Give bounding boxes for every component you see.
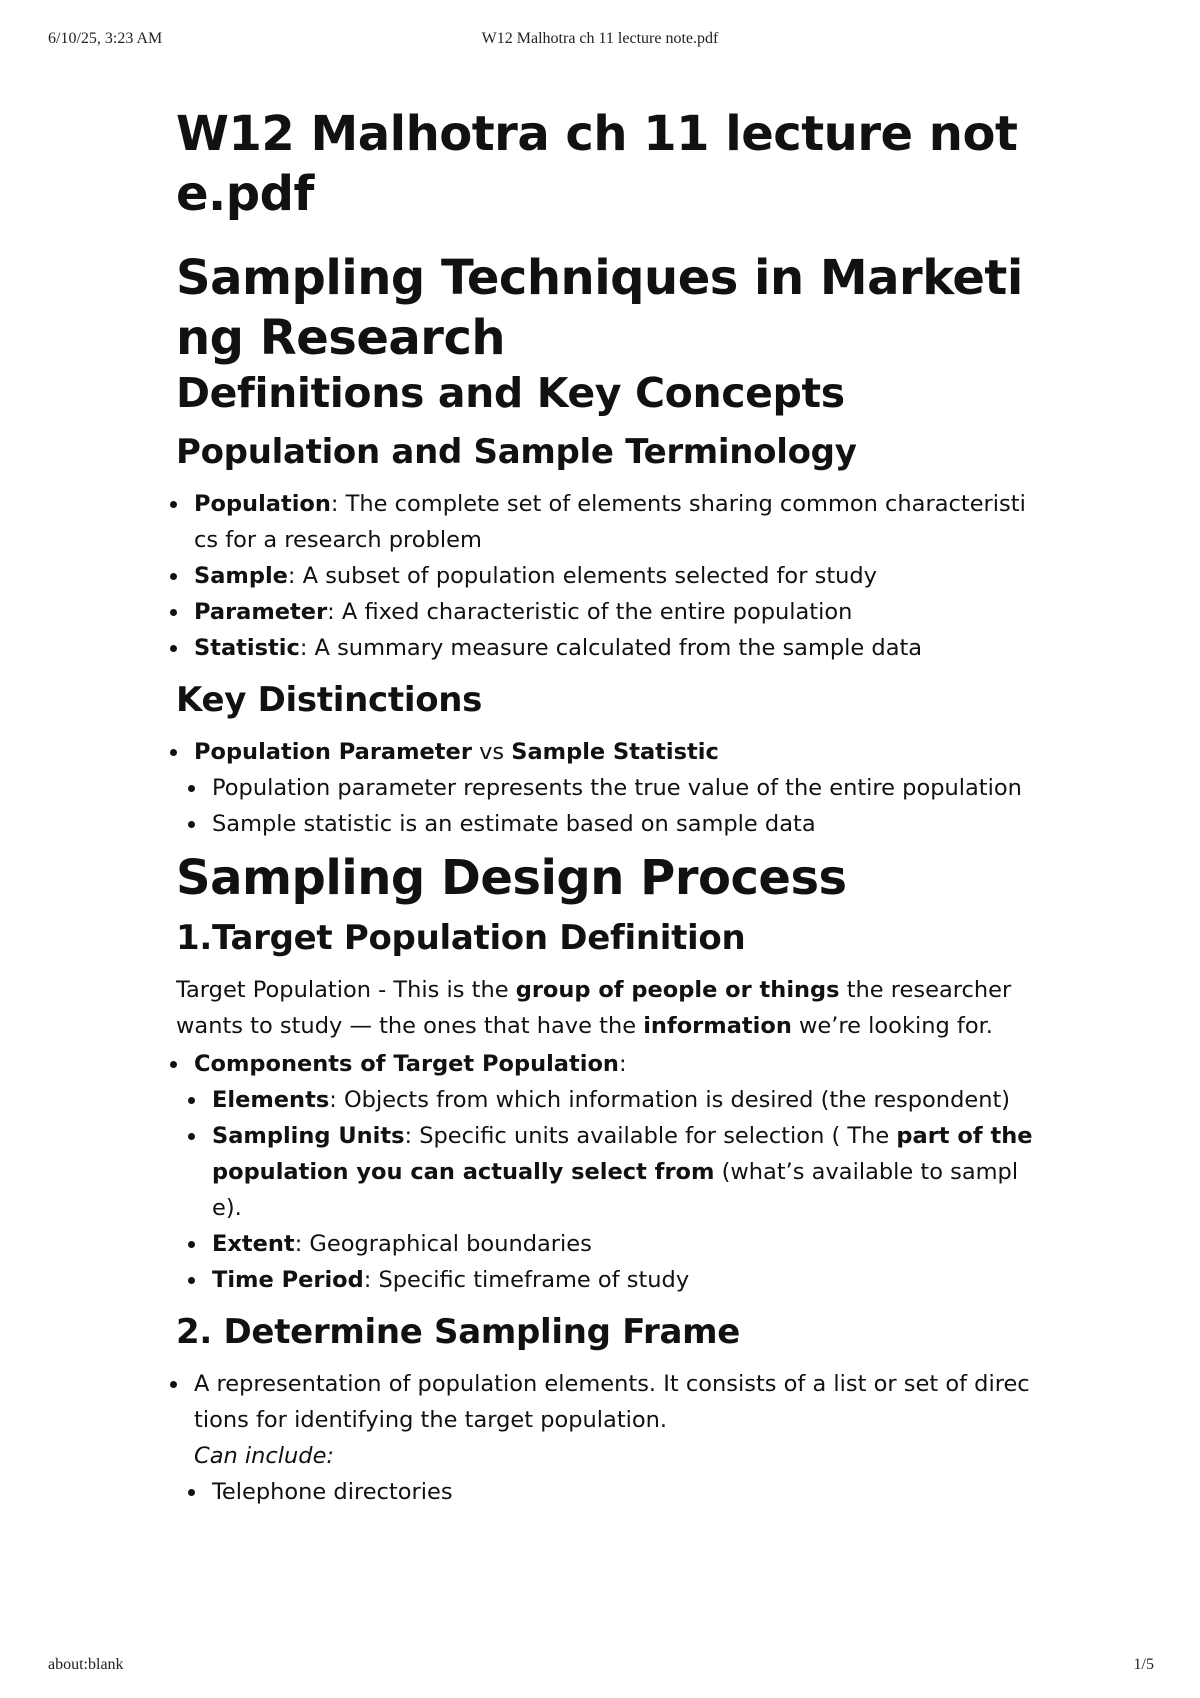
components-list <box>176 1046 1036 1082</box>
term-definition: : Geographical boundaries <box>294 1231 592 1257</box>
paragraph-text: we’re looking for. <box>791 1013 993 1039</box>
term-definition: : Specific timeframe of study <box>363 1267 690 1293</box>
can-include-note: Can include: <box>194 1443 335 1469</box>
list-item: Telephone directories <box>194 1474 1036 1510</box>
main-heading: Sampling Techniques in Marketing Research <box>176 250 1023 366</box>
print-url: about:blank <box>48 1656 124 1673</box>
step1-heading: 1.Target Population Definition <box>176 918 746 958</box>
print-header <box>0 30 1200 50</box>
sampling-frame-list <box>176 1366 1036 1474</box>
item-text: A representation of population elements. It consists of a list or set of directions for identifying the target population. <box>194 1371 1030 1433</box>
paragraph-text: Target Population - This is the <box>176 977 516 1003</box>
print-doc-title: W12 Malhotra ch 11 lecture note.pdf <box>481 30 719 47</box>
term-label: Extent <box>212 1231 295 1257</box>
list-item <box>176 558 1036 594</box>
term-label: Population <box>194 491 331 517</box>
list-item <box>176 630 1036 666</box>
distinctions-sub-list <box>176 770 1036 842</box>
term-definition: : A summary measure calculated from the sample data <box>299 635 923 661</box>
print-page-number: 1/5 <box>1133 1656 1154 1673</box>
list-item <box>176 1046 1036 1082</box>
list-item <box>176 594 1036 630</box>
term-definition: : A fixed characteristic of the entire population <box>327 599 853 625</box>
document-body <box>176 104 1036 1510</box>
term-label: Sample <box>194 563 288 589</box>
term-label: Elements <box>212 1087 330 1113</box>
list-item <box>194 1118 1036 1226</box>
term-label: Sampling Units <box>212 1123 405 1149</box>
terminology-list <box>176 486 1036 666</box>
document-title: W12 Malhotra ch 11 lecture note.pdf <box>176 106 1018 222</box>
list-item <box>176 486 1036 558</box>
colon: : <box>618 1051 627 1077</box>
step2-heading: 2. Determine Sampling Frame <box>176 1312 740 1352</box>
term-definition: : Specific units available for selection ( The <box>404 1123 897 1149</box>
terminology-heading: Population and Sample Terminology <box>176 432 857 472</box>
term-label: Sample Statistic <box>511 739 719 765</box>
sampling-frame-sub-list <box>176 1474 1036 1510</box>
list-item <box>194 1082 1036 1118</box>
definitions-heading: Definitions and Key Concepts <box>176 369 845 417</box>
term-definition: : Objects from which information is desired (the respondent) <box>329 1087 1011 1113</box>
paragraph-bold: information <box>643 1013 792 1039</box>
term-emphasis: part of the population you can actually select from <box>212 1123 1033 1185</box>
paragraph-text: the researcher wants to study — the ones that have the <box>176 977 1012 1039</box>
list-item: Sample statistic is an estimate based on sample data <box>194 806 1036 842</box>
list-item <box>176 1366 1036 1474</box>
term-label: Population Parameter <box>194 739 472 765</box>
vs-text: vs <box>471 739 512 765</box>
distinctions-heading: Key Distinctions <box>176 680 483 720</box>
components-sub-list <box>176 1082 1036 1298</box>
target-population-paragraph <box>176 972 1036 1044</box>
paragraph-bold: group of people or things <box>515 977 840 1003</box>
list-item <box>194 1262 1036 1298</box>
term-label: Components of Target Population <box>194 1051 619 1077</box>
term-label: Time Period <box>212 1267 364 1293</box>
list-item <box>176 734 1036 770</box>
print-footer <box>0 1656 1200 1676</box>
list-item: Population parameter represents the true value of the entire population <box>194 770 1036 806</box>
term-label: Parameter <box>194 599 328 625</box>
design-process-heading: Sampling Design Process <box>176 850 847 906</box>
term-definition: (what’s available to sample). <box>212 1159 1019 1221</box>
term-definition: : The complete set of elements sharing common characteristics for a research problem <box>194 491 1026 553</box>
list-item <box>194 1226 1036 1262</box>
distinctions-list <box>176 734 1036 770</box>
term-label: Statistic <box>194 635 300 661</box>
print-datetime: 6/10/25, 3:23 AM <box>48 30 163 47</box>
term-definition: : A subset of population elements selected for study <box>287 563 877 589</box>
